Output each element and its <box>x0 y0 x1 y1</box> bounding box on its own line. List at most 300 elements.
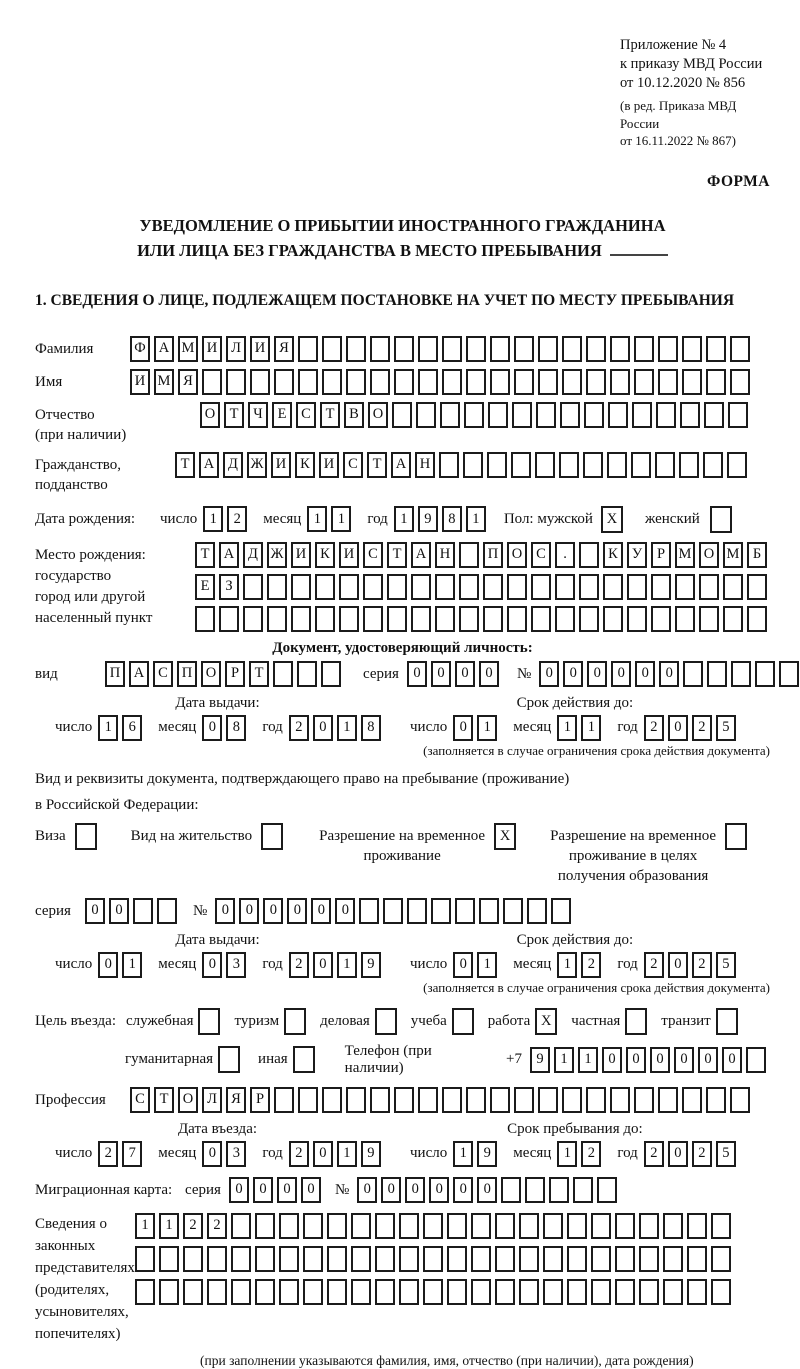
sex-female-checkbox[interactable] <box>710 506 732 533</box>
char-box[interactable]: 0 <box>253 1177 273 1203</box>
char-box[interactable]: 1 <box>307 506 327 532</box>
char-box[interactable]: Н <box>415 452 435 478</box>
char-box[interactable]: 0 <box>313 952 333 978</box>
char-box[interactable] <box>459 574 479 600</box>
char-box[interactable] <box>488 402 508 428</box>
char-box[interactable]: 6 <box>122 715 142 741</box>
char-box[interactable] <box>303 1246 323 1272</box>
char-box[interactable] <box>608 402 628 428</box>
char-box[interactable]: Р <box>651 542 671 568</box>
char-box[interactable]: М <box>723 542 743 568</box>
char-box[interactable] <box>346 1087 366 1113</box>
char-box[interactable]: 0 <box>563 661 583 687</box>
char-box[interactable] <box>634 369 654 395</box>
char-box[interactable] <box>490 369 510 395</box>
char-box[interactable]: С <box>531 542 551 568</box>
char-box[interactable]: 0 <box>431 661 451 687</box>
char-box[interactable]: 2 <box>692 715 712 741</box>
char-box[interactable]: 2 <box>644 952 664 978</box>
char-box[interactable] <box>536 402 556 428</box>
char-box[interactable] <box>560 402 580 428</box>
char-box[interactable] <box>202 369 222 395</box>
char-box[interactable] <box>573 1177 593 1203</box>
char-box[interactable] <box>423 1213 443 1239</box>
char-box[interactable]: П <box>105 661 125 687</box>
char-box[interactable]: 0 <box>405 1177 425 1203</box>
char-box[interactable]: 0 <box>479 661 499 687</box>
char-box[interactable] <box>327 1279 347 1305</box>
char-box[interactable]: 0 <box>202 952 222 978</box>
char-box[interactable]: К <box>295 452 315 478</box>
char-box[interactable] <box>675 574 695 600</box>
char-box[interactable]: 1 <box>394 506 414 532</box>
char-box[interactable]: 5 <box>716 952 736 978</box>
char-box[interactable] <box>597 1177 617 1203</box>
char-box[interactable]: 1 <box>557 715 577 741</box>
char-box[interactable] <box>466 1087 486 1113</box>
char-box[interactable] <box>562 336 582 362</box>
char-box[interactable] <box>495 1213 515 1239</box>
char-box[interactable]: 0 <box>202 1141 222 1167</box>
char-box[interactable] <box>159 1279 179 1305</box>
char-box[interactable] <box>231 1246 251 1272</box>
char-box[interactable] <box>682 336 702 362</box>
char-box[interactable] <box>423 1279 443 1305</box>
char-box[interactable] <box>157 898 177 924</box>
char-box[interactable]: А <box>199 452 219 478</box>
char-box[interactable] <box>730 369 750 395</box>
char-box[interactable] <box>711 1213 731 1239</box>
char-box[interactable]: И <box>130 369 150 395</box>
char-box[interactable] <box>363 606 383 632</box>
char-box[interactable] <box>383 898 403 924</box>
char-box[interactable] <box>322 369 342 395</box>
char-box[interactable] <box>586 336 606 362</box>
char-box[interactable]: И <box>319 452 339 478</box>
char-box[interactable] <box>501 1177 521 1203</box>
char-box[interactable] <box>519 1279 539 1305</box>
char-box[interactable]: Д <box>243 542 263 568</box>
char-box[interactable] <box>447 1213 467 1239</box>
char-box[interactable]: 0 <box>668 952 688 978</box>
char-box[interactable] <box>291 606 311 632</box>
char-box[interactable] <box>610 336 630 362</box>
char-box[interactable] <box>555 574 575 600</box>
char-box[interactable] <box>543 1213 563 1239</box>
char-box[interactable]: 9 <box>361 952 381 978</box>
char-box[interactable]: 1 <box>337 952 357 978</box>
char-box[interactable] <box>327 1246 347 1272</box>
char-box[interactable]: 2 <box>227 506 247 532</box>
char-box[interactable] <box>459 542 479 568</box>
char-box[interactable]: 1 <box>98 715 118 741</box>
char-box[interactable] <box>231 1279 251 1305</box>
char-box[interactable] <box>704 402 724 428</box>
char-box[interactable] <box>370 336 390 362</box>
char-box[interactable] <box>399 1213 419 1239</box>
char-box[interactable] <box>730 1087 750 1113</box>
char-box[interactable]: 0 <box>602 1047 622 1073</box>
purpose-checkbox[interactable] <box>198 1008 220 1035</box>
char-box[interactable]: В <box>344 402 364 428</box>
char-box[interactable] <box>706 336 726 362</box>
purpose-checkbox[interactable]: X <box>535 1008 557 1035</box>
char-box[interactable] <box>527 898 547 924</box>
char-box[interactable] <box>243 574 263 600</box>
char-box[interactable]: 0 <box>429 1177 449 1203</box>
char-box[interactable] <box>538 369 558 395</box>
char-box[interactable]: 3 <box>226 1141 246 1167</box>
char-box[interactable] <box>559 452 579 478</box>
char-box[interactable] <box>133 898 153 924</box>
char-box[interactable] <box>195 606 215 632</box>
char-box[interactable]: О <box>368 402 388 428</box>
char-box[interactable]: 0 <box>215 898 235 924</box>
char-box[interactable] <box>298 336 318 362</box>
char-box[interactable] <box>243 606 263 632</box>
char-box[interactable] <box>255 1279 275 1305</box>
char-box[interactable] <box>392 402 412 428</box>
char-box[interactable] <box>418 369 438 395</box>
char-box[interactable] <box>610 1087 630 1113</box>
char-box[interactable] <box>291 574 311 600</box>
char-box[interactable] <box>525 1177 545 1203</box>
char-box[interactable] <box>639 1279 659 1305</box>
char-box[interactable]: Т <box>175 452 195 478</box>
char-box[interactable] <box>639 1246 659 1272</box>
char-box[interactable]: И <box>271 452 291 478</box>
char-box[interactable]: С <box>363 542 383 568</box>
char-box[interactable]: 0 <box>335 898 355 924</box>
char-box[interactable] <box>728 402 748 428</box>
char-box[interactable]: 0 <box>202 715 222 741</box>
char-box[interactable] <box>627 606 647 632</box>
char-box[interactable] <box>538 1087 558 1113</box>
char-box[interactable] <box>219 606 239 632</box>
char-box[interactable] <box>687 1213 707 1239</box>
char-box[interactable]: 0 <box>477 1177 497 1203</box>
char-box[interactable]: 0 <box>313 1141 333 1167</box>
char-box[interactable] <box>579 574 599 600</box>
char-box[interactable] <box>747 574 767 600</box>
char-box[interactable] <box>723 574 743 600</box>
char-box[interactable]: 8 <box>361 715 381 741</box>
char-box[interactable] <box>394 336 414 362</box>
char-box[interactable]: 1 <box>557 1141 577 1167</box>
char-box[interactable] <box>723 606 743 632</box>
char-box[interactable] <box>703 452 723 478</box>
char-box[interactable] <box>363 574 383 600</box>
char-box[interactable]: О <box>201 661 221 687</box>
char-box[interactable] <box>207 1246 227 1272</box>
char-box[interactable]: 0 <box>277 1177 297 1203</box>
char-box[interactable]: Ч <box>248 402 268 428</box>
char-box[interactable] <box>699 606 719 632</box>
residence-permit-checkbox[interactable] <box>261 823 283 850</box>
char-box[interactable]: 0 <box>229 1177 249 1203</box>
char-box[interactable]: 1 <box>159 1213 179 1239</box>
char-box[interactable] <box>399 1279 419 1305</box>
char-box[interactable]: 1 <box>122 952 142 978</box>
char-box[interactable] <box>591 1213 611 1239</box>
char-box[interactable]: 0 <box>650 1047 670 1073</box>
char-box[interactable]: Т <box>320 402 340 428</box>
char-box[interactable] <box>514 369 534 395</box>
char-box[interactable] <box>615 1246 635 1272</box>
char-box[interactable] <box>471 1246 491 1272</box>
char-box[interactable]: А <box>391 452 411 478</box>
char-box[interactable]: 1 <box>337 715 357 741</box>
char-box[interactable]: З <box>219 574 239 600</box>
char-box[interactable] <box>351 1279 371 1305</box>
char-box[interactable] <box>555 606 575 632</box>
purpose-checkbox[interactable] <box>375 1008 397 1035</box>
char-box[interactable] <box>435 606 455 632</box>
char-box[interactable]: 0 <box>659 661 679 687</box>
char-box[interactable]: И <box>202 336 222 362</box>
char-box[interactable]: 0 <box>626 1047 646 1073</box>
char-box[interactable] <box>387 606 407 632</box>
char-box[interactable]: 2 <box>98 1141 118 1167</box>
char-box[interactable] <box>495 1246 515 1272</box>
char-box[interactable]: Е <box>195 574 215 600</box>
char-box[interactable] <box>411 574 431 600</box>
char-box[interactable] <box>615 1213 635 1239</box>
char-box[interactable] <box>431 898 451 924</box>
char-box[interactable]: 0 <box>587 661 607 687</box>
char-box[interactable] <box>586 369 606 395</box>
char-box[interactable]: Р <box>225 661 245 687</box>
char-box[interactable] <box>651 606 671 632</box>
char-box[interactable] <box>586 1087 606 1113</box>
char-box[interactable] <box>394 1087 414 1113</box>
char-box[interactable] <box>627 574 647 600</box>
char-box[interactable]: 2 <box>207 1213 227 1239</box>
char-box[interactable] <box>631 452 651 478</box>
char-box[interactable] <box>535 452 555 478</box>
char-box[interactable] <box>346 369 366 395</box>
char-box[interactable] <box>706 369 726 395</box>
char-box[interactable] <box>370 1087 390 1113</box>
char-box[interactable]: Т <box>224 402 244 428</box>
char-box[interactable] <box>375 1213 395 1239</box>
char-box[interactable] <box>273 661 293 687</box>
char-box[interactable]: 2 <box>692 1141 712 1167</box>
char-box[interactable]: С <box>153 661 173 687</box>
char-box[interactable] <box>579 606 599 632</box>
char-box[interactable] <box>418 336 438 362</box>
char-box[interactable] <box>591 1279 611 1305</box>
char-box[interactable]: 0 <box>453 952 473 978</box>
char-box[interactable]: 0 <box>668 1141 688 1167</box>
char-box[interactable]: 0 <box>301 1177 321 1203</box>
char-box[interactable] <box>503 898 523 924</box>
temp-residence-checkbox[interactable]: X <box>494 823 516 850</box>
char-box[interactable]: А <box>129 661 149 687</box>
char-box[interactable]: 2 <box>289 1141 309 1167</box>
char-box[interactable] <box>442 336 462 362</box>
char-box[interactable]: 3 <box>226 952 246 978</box>
char-box[interactable]: 0 <box>287 898 307 924</box>
char-box[interactable] <box>322 1087 342 1113</box>
char-box[interactable] <box>471 1213 491 1239</box>
char-box[interactable] <box>655 452 675 478</box>
char-box[interactable] <box>418 1087 438 1113</box>
char-box[interactable] <box>683 661 703 687</box>
temp-residence-edu-checkbox[interactable] <box>725 823 747 850</box>
char-box[interactable] <box>411 606 431 632</box>
char-box[interactable] <box>455 898 475 924</box>
char-box[interactable] <box>632 402 652 428</box>
char-box[interactable]: 0 <box>453 715 473 741</box>
char-box[interactable] <box>394 369 414 395</box>
char-box[interactable] <box>711 1246 731 1272</box>
char-box[interactable]: 0 <box>239 898 259 924</box>
char-box[interactable]: 1 <box>557 952 577 978</box>
char-box[interactable] <box>579 542 599 568</box>
char-box[interactable] <box>279 1213 299 1239</box>
char-box[interactable]: М <box>675 542 695 568</box>
char-box[interactable] <box>274 369 294 395</box>
char-box[interactable]: П <box>177 661 197 687</box>
char-box[interactable]: 1 <box>554 1047 574 1073</box>
char-box[interactable] <box>634 336 654 362</box>
char-box[interactable]: 0 <box>722 1047 742 1073</box>
char-box[interactable]: 0 <box>381 1177 401 1203</box>
char-box[interactable]: С <box>130 1087 150 1113</box>
char-box[interactable]: 9 <box>418 506 438 532</box>
char-box[interactable]: П <box>483 542 503 568</box>
purpose-checkbox[interactable] <box>284 1008 306 1035</box>
char-box[interactable]: С <box>343 452 363 478</box>
char-box[interactable] <box>562 369 582 395</box>
char-box[interactable]: 2 <box>692 952 712 978</box>
char-box[interactable] <box>183 1246 203 1272</box>
char-box[interactable] <box>706 1087 726 1113</box>
char-box[interactable] <box>255 1213 275 1239</box>
char-box[interactable] <box>466 336 486 362</box>
char-box[interactable]: 0 <box>109 898 129 924</box>
char-box[interactable]: Р <box>250 1087 270 1113</box>
char-box[interactable]: 2 <box>289 952 309 978</box>
char-box[interactable]: 1 <box>453 1141 473 1167</box>
char-box[interactable]: М <box>154 369 174 395</box>
char-box[interactable] <box>679 452 699 478</box>
char-box[interactable] <box>375 1279 395 1305</box>
char-box[interactable] <box>663 1213 683 1239</box>
char-box[interactable] <box>699 574 719 600</box>
char-box[interactable] <box>512 402 532 428</box>
char-box[interactable]: М <box>178 336 198 362</box>
char-box[interactable] <box>267 606 287 632</box>
char-box[interactable]: 8 <box>226 715 246 741</box>
char-box[interactable] <box>321 661 341 687</box>
char-box[interactable]: К <box>603 542 623 568</box>
char-box[interactable]: 2 <box>581 952 601 978</box>
char-box[interactable] <box>370 369 390 395</box>
char-box[interactable] <box>483 606 503 632</box>
char-box[interactable] <box>442 369 462 395</box>
char-box[interactable] <box>207 1279 227 1305</box>
char-box[interactable]: Я <box>226 1087 246 1113</box>
char-box[interactable]: 0 <box>357 1177 377 1203</box>
char-box[interactable] <box>656 402 676 428</box>
char-box[interactable]: 2 <box>644 715 664 741</box>
char-box[interactable]: 1 <box>581 715 601 741</box>
char-box[interactable]: Т <box>387 542 407 568</box>
char-box[interactable] <box>551 898 571 924</box>
char-box[interactable] <box>255 1246 275 1272</box>
purpose-checkbox[interactable] <box>625 1008 647 1035</box>
char-box[interactable] <box>779 661 799 687</box>
char-box[interactable] <box>322 336 342 362</box>
char-box[interactable] <box>315 574 335 600</box>
char-box[interactable]: 1 <box>578 1047 598 1073</box>
char-box[interactable]: 0 <box>668 715 688 741</box>
purpose-checkbox[interactable] <box>293 1046 315 1073</box>
char-box[interactable]: С <box>296 402 316 428</box>
char-box[interactable] <box>279 1279 299 1305</box>
char-box[interactable] <box>567 1246 587 1272</box>
char-box[interactable] <box>514 1087 534 1113</box>
char-box[interactable] <box>567 1279 587 1305</box>
char-box[interactable] <box>707 661 727 687</box>
char-box[interactable]: Л <box>226 336 246 362</box>
char-box[interactable]: 2 <box>644 1141 664 1167</box>
char-box[interactable]: 7 <box>122 1141 142 1167</box>
char-box[interactable]: 2 <box>581 1141 601 1167</box>
char-box[interactable]: Е <box>272 402 292 428</box>
char-box[interactable] <box>387 574 407 600</box>
char-box[interactable]: 0 <box>539 661 559 687</box>
sex-male-checkbox[interactable]: X <box>601 506 623 533</box>
char-box[interactable]: 0 <box>611 661 631 687</box>
char-box[interactable] <box>416 402 436 428</box>
purpose-checkbox[interactable] <box>218 1046 240 1073</box>
char-box[interactable]: Ф <box>130 336 150 362</box>
char-box[interactable] <box>531 606 551 632</box>
char-box[interactable] <box>615 1279 635 1305</box>
char-box[interactable] <box>549 1177 569 1203</box>
char-box[interactable] <box>487 452 507 478</box>
char-box[interactable] <box>562 1087 582 1113</box>
char-box[interactable] <box>226 369 246 395</box>
char-box[interactable] <box>583 452 603 478</box>
char-box[interactable] <box>543 1279 563 1305</box>
char-box[interactable]: 0 <box>455 661 475 687</box>
char-box[interactable]: 0 <box>313 715 333 741</box>
char-box[interactable] <box>687 1279 707 1305</box>
char-box[interactable]: О <box>178 1087 198 1113</box>
char-box[interactable] <box>687 1246 707 1272</box>
char-box[interactable]: 0 <box>85 898 105 924</box>
char-box[interactable] <box>747 606 767 632</box>
char-box[interactable]: У <box>627 542 647 568</box>
char-box[interactable] <box>231 1213 251 1239</box>
char-box[interactable] <box>610 369 630 395</box>
char-box[interactable] <box>471 1279 491 1305</box>
char-box[interactable] <box>519 1246 539 1272</box>
char-box[interactable]: 9 <box>361 1141 381 1167</box>
char-box[interactable] <box>351 1213 371 1239</box>
char-box[interactable]: А <box>411 542 431 568</box>
char-box[interactable]: 0 <box>263 898 283 924</box>
char-box[interactable] <box>442 1087 462 1113</box>
char-box[interactable]: Т <box>154 1087 174 1113</box>
char-box[interactable]: 0 <box>698 1047 718 1073</box>
char-box[interactable]: 1 <box>135 1213 155 1239</box>
char-box[interactable] <box>603 574 623 600</box>
